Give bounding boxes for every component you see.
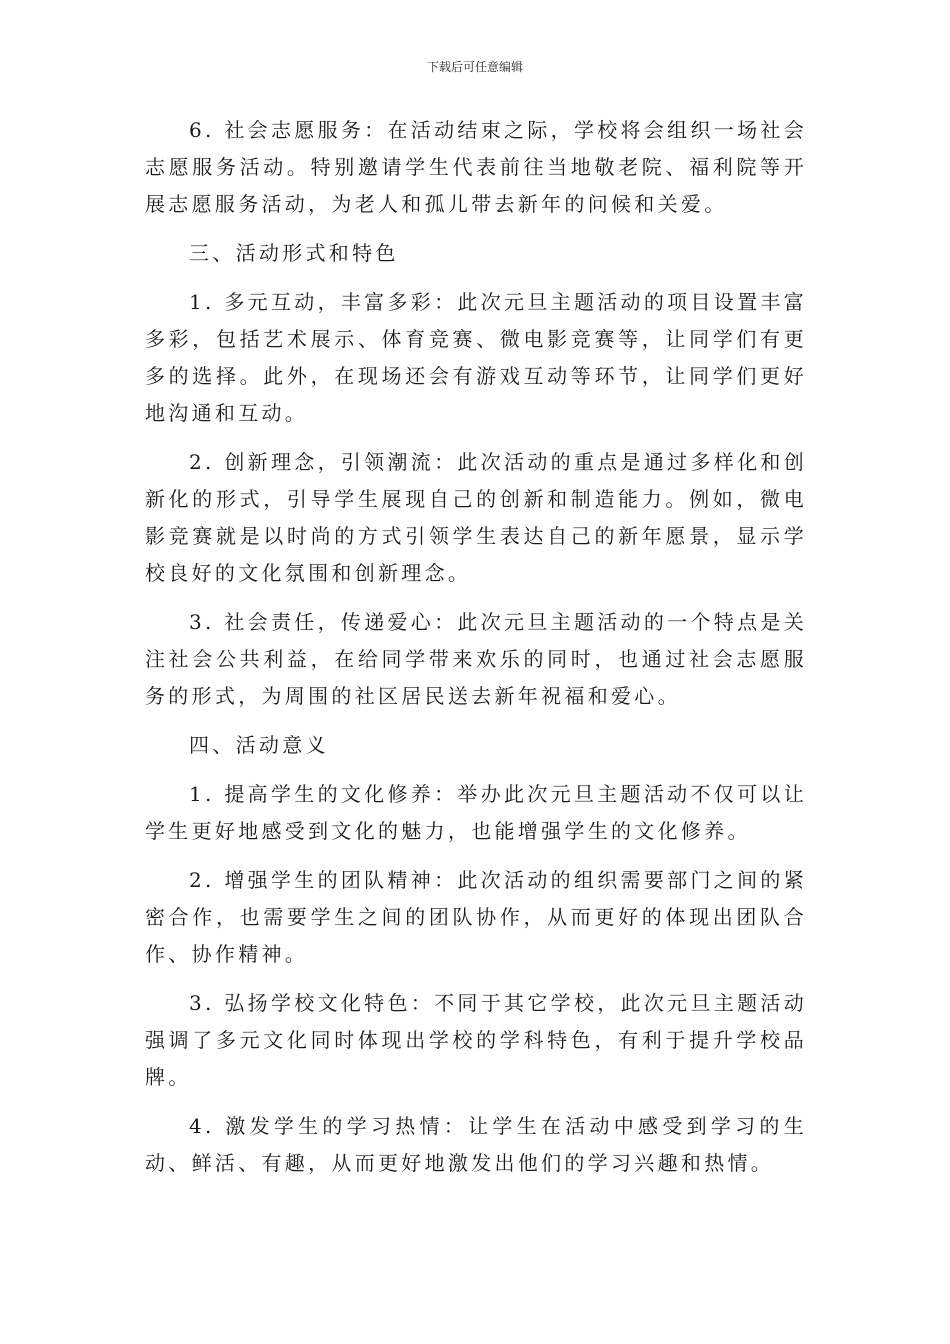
paragraph-significance-culture: 1. 提高学生的文化修养：举办此次元旦主题活动不仅可以让学生更好地感受到文化的魅力，也能增强学生的文化修养。 [145,782,807,843]
page-header-note: 下载后可任意编辑 [426,60,523,74]
paragraph-volunteer-service: 6. 社会志愿服务：在活动结束之际，学校将会组织一场社会志愿服务活动。特别邀请学生代表前往当地敬老院、福利院等开展志愿服务活动，为老人和孤儿带去新年的问候和关爱。 [145,118,807,216]
paragraph-feature-responsibility: 3. 社会责任，传递爱心：此次元旦主题活动的一个特点是关注社会公共利益，在给同学带来欢乐的同时，也通过社会志愿服务的形式，为周围的社区居民送去新年祝福和爱心。 [145,610,807,708]
paragraph-significance-teamwork: 2. 增强学生的团队精神：此次活动的组织需要部门之间的紧密合作，也需要学生之间的团队协作，从而更好的体现出团队合作、协作精神。 [145,868,807,966]
paragraph-significance-learning: 4. 激发学生的学习热情：让学生在活动中感受到学习的生动、鲜活、有趣，从而更好地激发出他们的学习兴趣和热情。 [145,1114,807,1175]
paragraph-significance-school-identity: 3. 弘扬学校文化特色：不同于其它学校，此次元旦主题活动强调了多元文化同时体现出学校的学科特色，有利于提升学校品牌。 [145,991,807,1089]
section-heading-significance: 四、活动意义 [189,733,329,757]
document-body [145,112,807,1194]
paragraph-feature-diverse: 1. 多元互动，丰富多彩：此次元旦主题活动的项目设置丰富多彩，包括艺术展示、体育竞赛、微电影竞赛等，让同学们有更多的选择。此外，在现场还会有游戏互动等环节，让同学们更好地沟通和互动。 [145,290,807,425]
paragraph-feature-innovation: 2. 创新理念，引领潮流：此次活动的重点是通过多样化和创新化的形式，引导学生展现自己的创新和制造能力。例如，微电影竞赛就是以时尚的方式引领学生表达自己的新年愿景，显示学校良好的文化氛围和创新理念。 [145,450,807,585]
section-heading-forms-features: 三、活动形式和特色 [189,241,399,265]
